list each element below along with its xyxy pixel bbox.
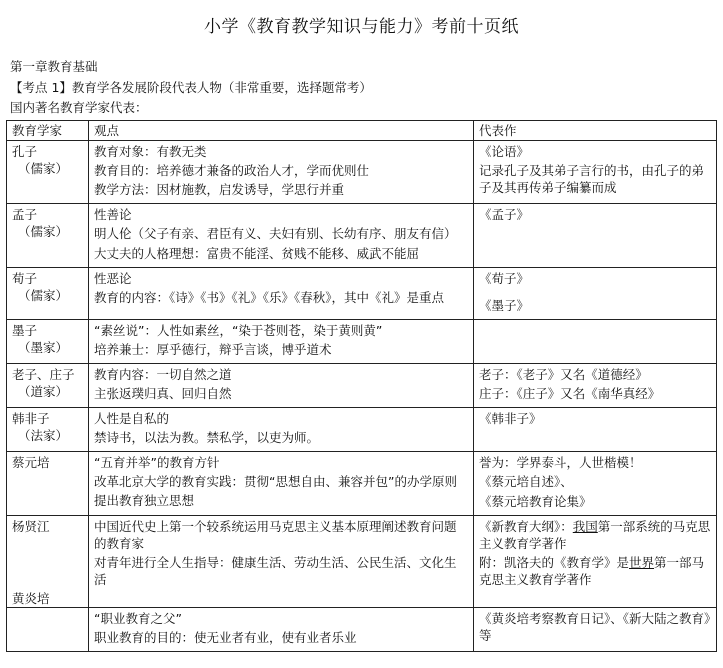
work-text: 誉为：学界泰斗，人世楷模！ <box>479 455 642 470</box>
view-text: 提出教育独立思想 <box>94 493 195 508</box>
work-text: 《蔡元培教育论集》 <box>479 494 592 509</box>
table-row <box>7 452 717 516</box>
educator-name: 孟子 <box>12 207 38 222</box>
work-text: 《蔡元培自述》、 <box>479 474 573 489</box>
work-text: 《荀子》 <box>479 271 530 286</box>
educator-name: 韩非子 <box>12 411 50 426</box>
header-educator: 教育学家 <box>7 121 89 141</box>
educator-school: （儒家） <box>18 161 69 176</box>
view-text: 人性是自私的 <box>94 411 170 426</box>
work-text: 《韩非子》 <box>479 411 542 426</box>
view-text: 禁诗书，以法为教。禁私学，以吏为师。 <box>94 430 320 445</box>
view-text: 主张返璞归真、回归自然 <box>94 386 232 401</box>
table-row <box>7 204 717 268</box>
educator-school: （法家） <box>18 428 69 443</box>
work-text: 老子：《老子》又名《道德经》 <box>479 367 648 382</box>
work-text: 《墨子》 <box>479 298 530 313</box>
educator-name: 老子、庄子 <box>12 367 75 382</box>
table-row <box>7 268 717 320</box>
view-text: 性善论 <box>94 207 132 222</box>
view-text: 性恶论 <box>94 271 132 286</box>
view-text: 教学方法：因材施教，启发诱导，学思行并重 <box>94 182 345 197</box>
work-text: 《论语》 <box>479 144 530 159</box>
intro-text: 国内著名教育学家代表： <box>10 100 148 115</box>
view-text: 教育内容：一切自然之道 <box>94 367 232 382</box>
chapter-heading: 第一章教育基础 <box>10 59 98 74</box>
header-views: 观点 <box>89 121 474 141</box>
work-text: 《黄炎培考察教育日记》、《新大陆之教育》等 <box>479 611 711 643</box>
table-header-row <box>7 121 717 141</box>
table-row <box>7 408 717 452</box>
view-text: 教育对象：有教无类 <box>94 144 207 159</box>
work-text: 《孟子》 <box>479 207 530 222</box>
view-text: 教育目的：培养德才兼备的政治人才，学而优则仕 <box>94 163 370 178</box>
educator-name: 孔子 <box>12 144 38 159</box>
view-text: “职业教育之父” <box>94 611 182 626</box>
educator-school: （道家） <box>18 384 69 399</box>
view-text: “素丝说”：人性如素丝，“染于苍则苍，染于黄则黄” <box>94 323 383 338</box>
view-text: 教育的内容：《诗》《书》《礼》《乐》《春秋》，其中《礼》是重点 <box>94 290 445 305</box>
view-text: 明人伦（父子有亲、君臣有义、夫妇有别、长幼有序、朋友有信） <box>94 226 457 241</box>
view-text: 改革北京大学的教育实践：贯彻“思想自由、兼容并包”的办学原则 <box>94 474 457 489</box>
view-text: 中国近代史上第一个较系统运用马克思主义基本原理阐述教育问题的教育家 <box>94 519 457 551</box>
view-text: 对青年进行全人生指导：健康生活、劳动生活、公民生活、文化生活 <box>94 555 457 587</box>
educator-name: 荀子 <box>12 271 38 286</box>
educator-name: 黄炎培 <box>12 591 50 606</box>
view-text: 职业教育的目的：使无业者有业，使有业者乐业 <box>94 630 357 645</box>
table-row <box>7 141 717 204</box>
table-row <box>7 608 717 652</box>
view-text: 大丈夫的人格理想：富贵不能淫、贫贱不能移、威武不能屈 <box>94 246 420 261</box>
page-title: 小学《教育教学知识与能力》考前十页纸 <box>204 17 519 37</box>
view-text: “五育并举”的教育方针 <box>94 455 220 470</box>
table-row <box>7 364 717 408</box>
header-works: 代表作 <box>474 121 717 141</box>
view-text: 培养兼士：厚乎德行，辩乎言谈，博乎道术 <box>94 342 332 357</box>
educator-name: 蔡元培 <box>12 455 50 470</box>
educator-school: （儒家） <box>18 224 69 239</box>
educator-school: （墨家） <box>18 340 69 355</box>
educator-name: 杨贤江 <box>12 519 50 534</box>
table-row <box>7 516 717 608</box>
educator-school: （儒家） <box>18 288 69 303</box>
educator-name: 墨子 <box>12 323 38 338</box>
work-text: 记录孔子及其弟子言行的书，由孔子的弟子及其再传弟子编纂而成 <box>479 163 705 195</box>
work-text: 附：凯洛夫的《教育学》是世界第一部马克思主义教育学著作 <box>479 555 705 587</box>
key-point-heading: 【考点 1】教育学各发展阶段代表人物（非常重要，选择题常考） <box>10 80 372 95</box>
work-text: 《新教育大纲》：我国第一部系统的马克思主义教育学著作 <box>479 519 711 551</box>
table-row <box>7 320 717 364</box>
work-text: 庄子：《庄子》又名《南华真经》 <box>479 386 661 401</box>
educators-table <box>6 120 717 652</box>
